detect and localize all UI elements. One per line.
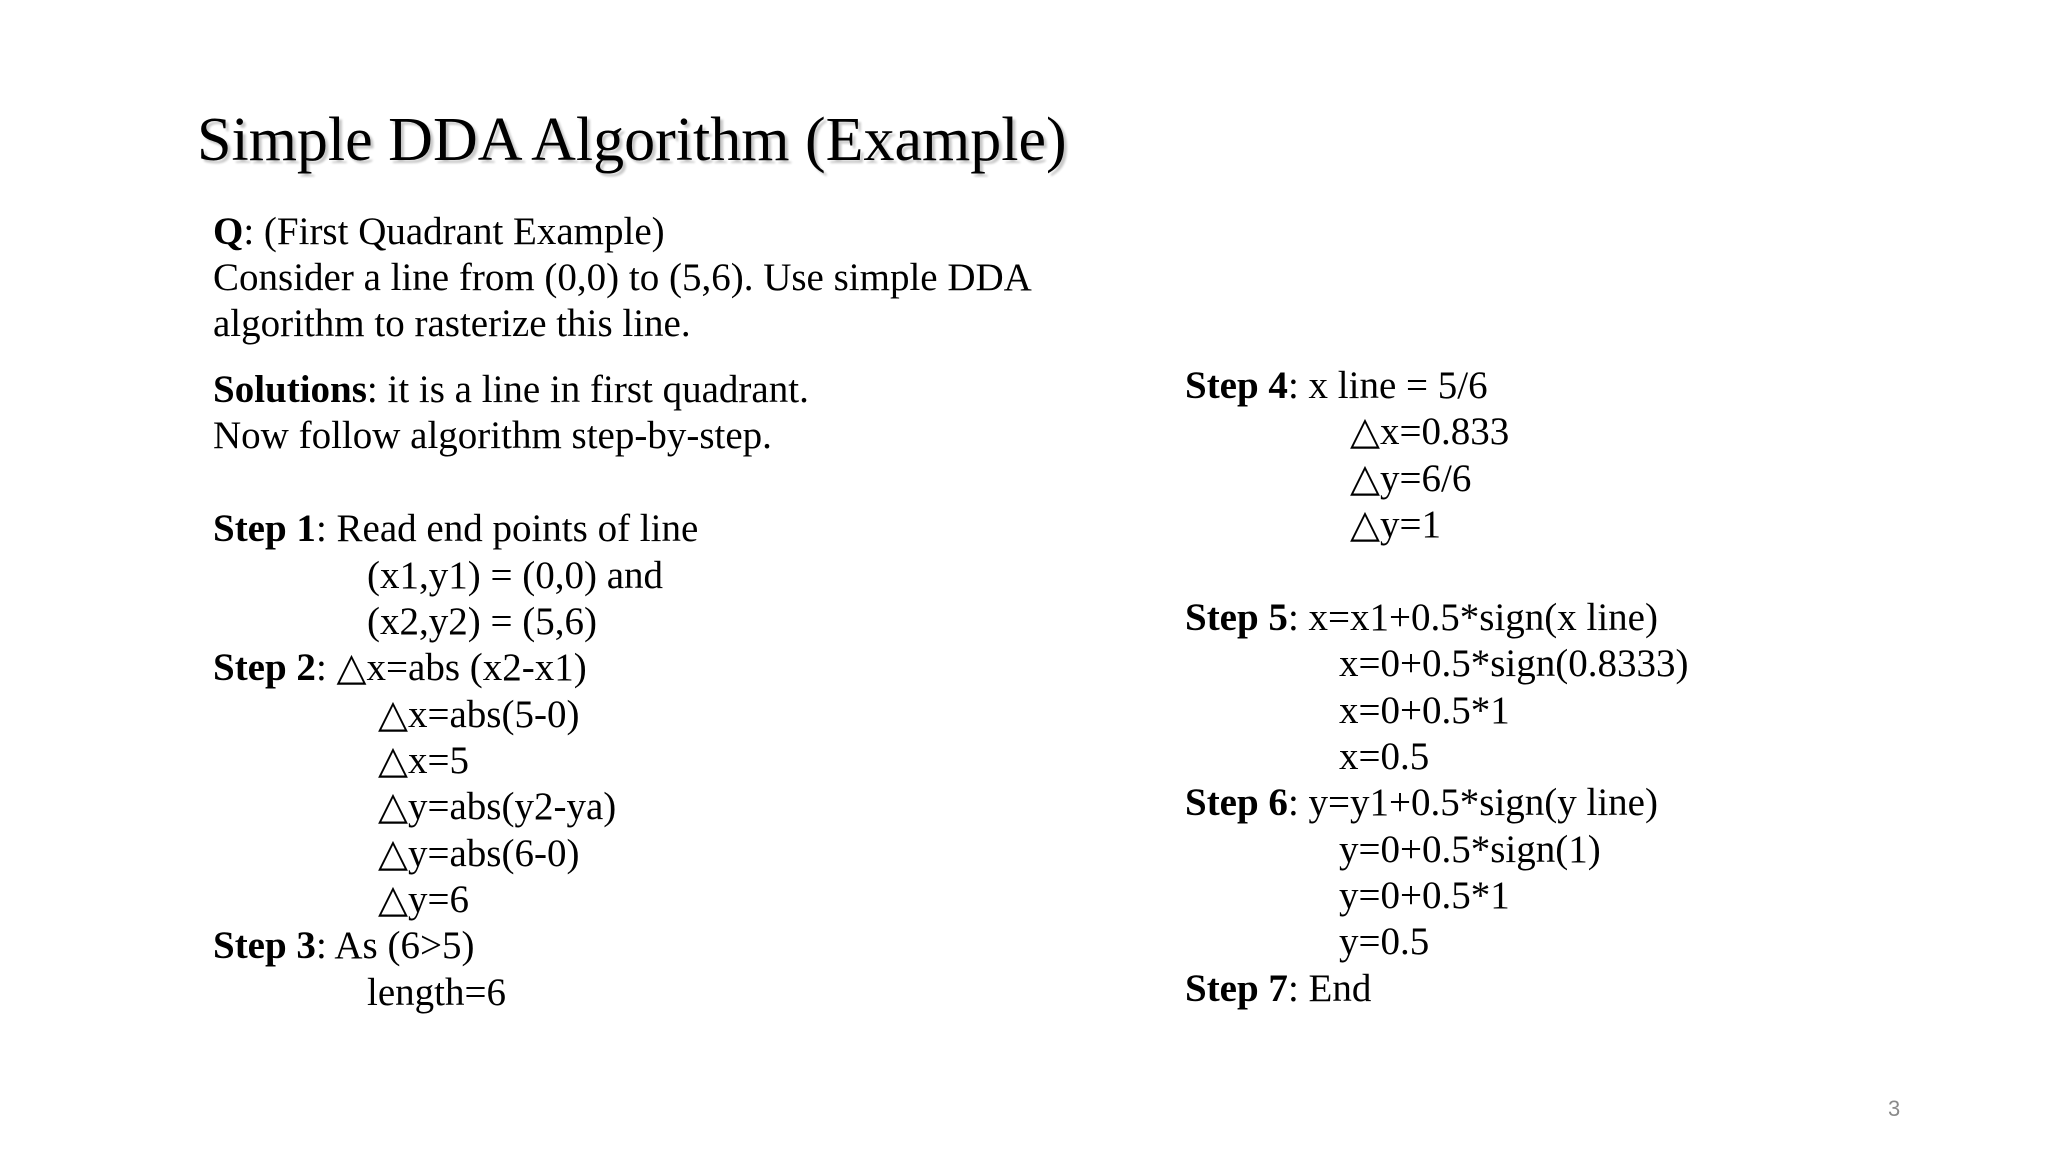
step4-line-4: △y=1 [1350, 503, 1441, 546]
step5-line-3: x=0+0.5*1 [1339, 689, 1510, 732]
step7-text: : End [1287, 967, 1372, 1010]
step4-text: : x line = 5/6 [1287, 364, 1488, 407]
step4-line-2: △x=0.833 [1350, 410, 1510, 453]
step4-line [1185, 363, 1488, 409]
step3-label: Step 3 [213, 924, 316, 967]
question-line-2: Consider a line from (0,0) to (5,6). Use simple DDA [213, 256, 1032, 299]
step6-line-4: y=0.5 [1339, 920, 1430, 963]
question-line-3: algorithm to rasterize this line. [213, 302, 691, 345]
solutions-line [213, 367, 809, 413]
step5-label: Step 5 [1185, 596, 1288, 639]
step2-label: Step 2 [213, 646, 316, 689]
question-line [213, 209, 665, 255]
step1-label: Step 1 [213, 507, 316, 550]
step2-line [213, 645, 587, 691]
step2-text: : △x=abs (x2-x1) [315, 646, 587, 689]
step3-text: : As (6>5) [315, 924, 475, 967]
step6-label: Step 6 [1185, 781, 1288, 824]
step2-line-5: △y=abs(6-0) [378, 832, 580, 875]
step2-line-2: △x=abs(5-0) [378, 693, 580, 736]
step1-line-3: (x2,y2) = (5,6) [367, 600, 597, 643]
solutions-label: Solutions [213, 368, 367, 411]
step5-line-4: x=0.5 [1339, 735, 1430, 778]
step6-text: : y=y1+0.5*sign(y line) [1287, 781, 1658, 824]
step7-line [1185, 966, 1371, 1012]
step1-line [213, 506, 698, 552]
step6-line-2: y=0+0.5*sign(1) [1339, 828, 1601, 871]
step1-text: : Read end points of line [315, 507, 699, 550]
step5-line-2: x=0+0.5*sign(0.8333) [1339, 642, 1689, 685]
step2-line-3: △x=5 [378, 739, 469, 782]
question-label: Q [213, 210, 244, 253]
solutions-line-2: Now follow algorithm step-by-step. [213, 414, 772, 457]
step4-label: Step 4 [1185, 364, 1288, 407]
step1-line-2: (x1,y1) = (0,0) and [367, 554, 664, 597]
slide-title: Simple DDA Algorithm (Example) [197, 106, 1067, 174]
step6-line-3: y=0+0.5*1 [1339, 874, 1510, 917]
step7-label: Step 7 [1185, 967, 1288, 1010]
step4-line-3: △y=6/6 [1350, 457, 1472, 500]
solutions-text: : it is a line in first quadrant. [366, 368, 809, 411]
step5-line [1185, 595, 1658, 641]
step6-line [1185, 780, 1658, 826]
page-number: 3 [1888, 1096, 1901, 1121]
step3-line [213, 923, 474, 969]
question-text: : (First Quadrant Example) [243, 210, 665, 253]
step2-line-6: △y=6 [378, 878, 469, 921]
step2-line-4: △y=abs(y2-ya) [378, 785, 617, 828]
step5-text: : x=x1+0.5*sign(x line) [1287, 596, 1658, 639]
step3-line-2: length=6 [367, 971, 506, 1014]
